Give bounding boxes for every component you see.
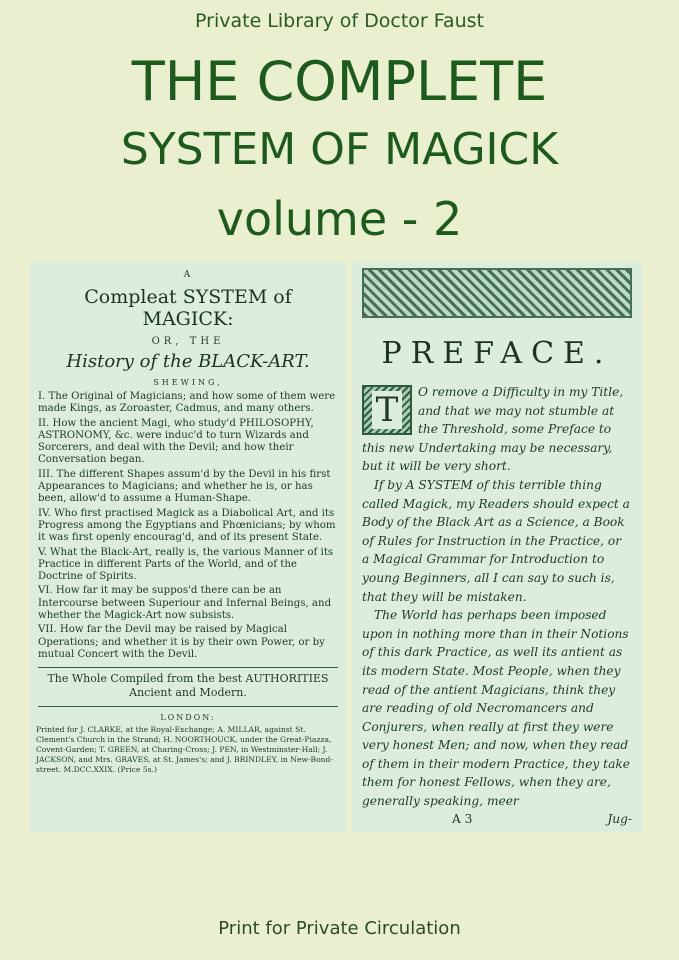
list-item: VII. How far the Devil may be raised by Magical Operations; and whether it is by their own Power, or by mutual Concert with the Devil. xyxy=(38,624,325,660)
title-page-heading: Compleat SYSTEM of MAGICK: xyxy=(84,286,292,330)
volume-line: volume - 2 xyxy=(216,192,463,246)
list-item: II. How the ancient Magi, who study'd PHILOSOPHY, ASTRONOMY, &c. were induc'd to turn Wizards and Sorcerers, and deal with the Devil; and how their Conversation began. xyxy=(38,417,314,466)
compiled-line: The Whole Compiled from the best AUTHORITIES Ancient and Modern. xyxy=(47,672,329,700)
preface-paragraph: The World has perhaps been imposed upon in nothing more than in their Notions of this dark Practice, as well its antient as its modern State. Most People, when they read of the antient Magicians, think they are reading of old Necromancers and Conjurers, when really at first they were very honest Men; and now, when they read of them in their modern Practice, they take them for honest Fellows, when they are, generally speaking, meer xyxy=(362,608,630,809)
preface-text xyxy=(362,383,632,811)
imprint-text: Printed for J. CLARKE, at the Royal-Exchange; A. MILLAR, against St. Clement's Church in the Strand; H. NOORTHOUCK, under the Great-Piazza, Covent-Garden; T. GREEN, at Charing-Cross; J. PEN, in Westminster-Hall; J. JACKSON, and Mrs. GRAVES, at St. James's; and J. BRINDLEY, in New-Bond-street. M.DCC.XXIX. (Price 5s.) xyxy=(36,725,333,775)
contents-list xyxy=(36,391,340,661)
preface-paragraph xyxy=(362,383,632,476)
preface-heading: PREFACE. xyxy=(381,336,613,371)
ornament-band xyxy=(362,268,632,318)
catchword: Jug- xyxy=(607,811,632,826)
london-line: LONDON: xyxy=(160,713,216,723)
list-item: IV. Who first practised Magick as a Diabolical Art, and its Progress among the Egyptians and Phœnicians; by whom it was first openly encourag'd, and of its present State. xyxy=(38,507,336,544)
list-item: III. The different Shapes assum'd by the Devil in his first Appearances to Magicians; and whether he is, or has been, allow'd to assume a Human-Shape. xyxy=(38,468,331,505)
title-line-2: SYSTEM OF MAGICK xyxy=(120,124,559,175)
list-item: V. What the Black-Art, really is, the various Manner of its Practice in different Parts of the World, and of the Doctrine of Spirits. xyxy=(38,546,334,583)
preface-paragraph: If by A SYSTEM of this terrible thing called Magick, my Readers should expect a Body of the Black Art as a Science, a Book of Rules for Instruction in the Practice, or a Magical Grammar for Introduction to young Beginners, all I can say to such is, that they will be mistaken. xyxy=(362,477,630,604)
divider xyxy=(38,667,338,668)
or-the-line: OR, THE xyxy=(151,336,225,347)
dropcap-letter: T xyxy=(372,391,403,429)
signature-mark: A 3 xyxy=(452,811,473,826)
shewing-line: SHEWING, xyxy=(153,378,223,387)
list-item: VI. How far it may be suppos'd there can be an Intercourse between Superiour and Infernal Beings, and whether the Magick-Art now subsists. xyxy=(38,585,332,622)
dropcap-ornament xyxy=(362,385,412,435)
page-footer xyxy=(362,811,632,827)
divider xyxy=(38,706,338,707)
preface-page-scan xyxy=(352,262,642,832)
circulation-line: Print for Private Circulation xyxy=(218,918,461,939)
title-page-scan xyxy=(30,262,346,832)
history-line: History of the BLACK-ART. xyxy=(66,351,310,372)
signature-letter: A xyxy=(183,270,193,280)
paragraph-text: O remove a Difficulty in my Title, and that we may not stumble at the Threshold, some Preface to this new Undertaking may be necessary, but it will be very short. xyxy=(362,385,624,474)
title-line-1: THE COMPLETE xyxy=(131,50,548,113)
library-line: Private Library of Doctor Faust xyxy=(195,10,484,32)
list-item: I. The Original of Magicians; and how some of them were made Kings, as Zoroaster, Cadmus, and many others. xyxy=(38,391,336,415)
